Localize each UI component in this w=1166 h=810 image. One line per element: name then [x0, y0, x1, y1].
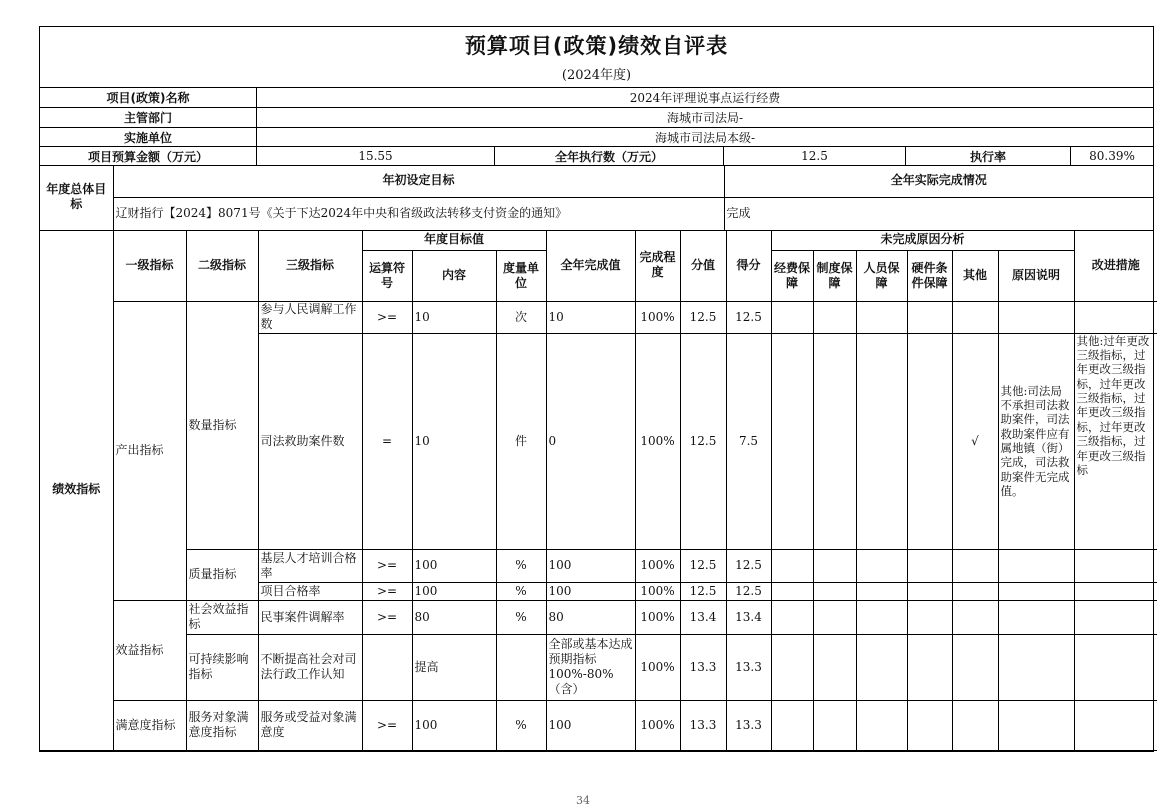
row-full-score: 12.5	[680, 333, 726, 549]
budget-label: 项目预算金额（万元）	[40, 147, 257, 165]
row-name: 基层人才培训合格率	[258, 549, 362, 582]
row-unit	[496, 634, 546, 700]
header-level1: 一级指标	[113, 230, 186, 301]
group-satisfaction: 满意度指标	[113, 700, 186, 750]
table-row	[40, 700, 1157, 750]
row-score: 13.3	[726, 634, 771, 700]
row-content: 10	[412, 301, 496, 333]
row-content: 提高	[412, 634, 496, 700]
row-actual: 100	[546, 582, 635, 600]
header-actual: 全年完成值	[546, 230, 635, 301]
header-reason-other: 其他	[952, 250, 998, 301]
group-quality: 质量指标	[186, 549, 258, 600]
row-operator: >=	[362, 600, 412, 634]
row-unit: %	[496, 600, 546, 634]
row-actual: 10	[546, 301, 635, 333]
goal-table	[40, 165, 1153, 231]
evaluation-form	[39, 26, 1154, 752]
row-unit: 次	[496, 301, 546, 333]
row-name: 司法救助案件数	[258, 333, 362, 549]
unit-value: 海城市司法局本级-	[654, 130, 756, 145]
header-reason-note: 原因说明	[998, 250, 1074, 301]
header-operator: 运算符号	[362, 250, 412, 301]
row-degree: 100%	[635, 634, 680, 700]
header-content: 内容	[412, 250, 496, 301]
info-row-dept	[40, 108, 1153, 127]
info-row-unit	[40, 128, 1153, 146]
row-improve: 其他:过年更改三级指标，过年更改三级指标，过年更改三级指标，过年更改三级指标，过年更改三级指标，过年更改三级指标	[1074, 333, 1157, 549]
row-full-score: 12.5	[680, 582, 726, 600]
department-label: 主管部门	[40, 108, 257, 127]
row-full-score: 12.5	[680, 549, 726, 582]
header-improve: 改进措施	[1074, 230, 1157, 301]
table-row	[40, 634, 1157, 700]
row-score: 12.5	[726, 549, 771, 582]
page-number: 34	[576, 794, 590, 807]
header-score: 得分	[726, 230, 771, 301]
department-value: 海城市司法局-	[666, 111, 744, 125]
row-degree: 100%	[635, 700, 680, 750]
header-reason-system: 制度保障	[813, 250, 856, 301]
row-unit: %	[496, 700, 546, 750]
row-degree: 100%	[635, 600, 680, 634]
indicator-table	[40, 230, 1157, 751]
header-level2: 二级指标	[186, 230, 258, 301]
row-score: 7.5	[726, 333, 771, 549]
row-content: 100	[412, 700, 496, 750]
row-unit: %	[496, 549, 546, 582]
header-degree: 完成程度	[635, 230, 680, 301]
goal-set-header: 年初设定目标	[113, 165, 724, 197]
row-degree: 100%	[635, 549, 680, 582]
row-full-score: 13.3	[680, 634, 726, 700]
row-name: 服务或受益对象满意度	[258, 700, 362, 750]
row-operator: >=	[362, 301, 412, 333]
row-degree: 100%	[635, 582, 680, 600]
row-reason-other: √	[952, 333, 998, 549]
execution-rate-label: 执行率	[906, 147, 1071, 165]
row-content: 100	[412, 549, 496, 582]
form-title: 预算项目(政策)绩效自评表	[464, 34, 729, 58]
row-content: 10	[412, 333, 496, 549]
info-row-name	[40, 88, 1153, 107]
group-social: 社会效益指标	[186, 600, 258, 634]
row-operator: =	[362, 333, 412, 549]
row-reason-note: 其他:司法局不承担司法救助案件，司法救助案件应有属地镇（街）完成，司法救助案件无完成值。	[998, 333, 1074, 549]
row-actual: 80	[546, 600, 635, 634]
project-name-label: 项目(政策)名称	[40, 88, 257, 107]
group-quantity: 数量指标	[186, 301, 258, 549]
unit-label: 实施单位	[40, 128, 257, 146]
info-row-budget	[40, 147, 1153, 165]
form-year: (2024年度)	[561, 68, 632, 83]
header-target: 年度目标值	[362, 230, 546, 250]
row-name: 民事案件调解率	[258, 600, 362, 634]
row-score: 13.3	[726, 700, 771, 750]
row-score: 12.5	[726, 301, 771, 333]
row-unit: 件	[496, 333, 546, 549]
project-name-value: 2024年评理说事点运行经费	[629, 91, 781, 105]
goal-label: 年度总体目标	[40, 165, 113, 230]
perf-label: 绩效指标	[40, 230, 113, 750]
row-name: 不断提高社会对司法行政工作认知	[258, 634, 362, 700]
row-degree: 100%	[635, 333, 680, 549]
header-unit: 度量单位	[496, 250, 546, 301]
header-reason-staff: 人员保障	[856, 250, 907, 301]
header-reason-fund: 经费保障	[771, 250, 813, 301]
header-level3: 三级指标	[258, 230, 362, 301]
row-name: 项目合格率	[258, 582, 362, 600]
execution-value: 12.5	[724, 147, 906, 165]
group-service: 服务对象满意度指标	[186, 700, 258, 750]
row-full-score: 13.4	[680, 600, 726, 634]
budget-value: 15.55	[257, 147, 495, 165]
row-actual: 0	[546, 333, 635, 549]
row-content: 80	[412, 600, 496, 634]
row-operator: >=	[362, 582, 412, 600]
execution-rate-value: 80.39%	[1089, 149, 1135, 163]
row-full-score: 13.3	[680, 700, 726, 750]
table-row	[40, 600, 1157, 634]
table-row	[40, 301, 1157, 333]
execution-label: 全年执行数（万元）	[495, 147, 724, 165]
header-full-score: 分值	[680, 230, 726, 301]
row-full-score: 12.5	[680, 301, 726, 333]
group-output: 产出指标	[113, 301, 186, 600]
row-score: 12.5	[726, 582, 771, 600]
row-operator	[362, 634, 412, 700]
goal-done-text: 完成	[724, 197, 1153, 230]
row-operator: >=	[362, 700, 412, 750]
goal-done-header: 全年实际完成情况	[724, 165, 1153, 197]
row-unit: %	[496, 582, 546, 600]
row-actual: 100	[546, 700, 635, 750]
group-benefit: 效益指标	[113, 600, 186, 700]
row-degree: 100%	[635, 301, 680, 333]
group-sustain: 可持续影响指标	[186, 634, 258, 700]
row-score: 13.4	[726, 600, 771, 634]
goal-set-text: 辽财指行【2024】8071号《关于下达2024年中央和省级政法转移支付资金的通知》	[113, 197, 724, 230]
header-reason-hardware: 硬件条件保障	[907, 250, 952, 301]
row-name: 参与人民调解工作数	[258, 301, 362, 333]
table-row	[40, 549, 1157, 582]
row-content: 100	[412, 582, 496, 600]
row-operator: >=	[362, 549, 412, 582]
row-actual: 100	[546, 549, 635, 582]
header-reason-group: 未完成原因分析	[771, 230, 1074, 250]
row-actual: 全部或基本达成预期指标100%-80%（含）	[546, 634, 635, 700]
